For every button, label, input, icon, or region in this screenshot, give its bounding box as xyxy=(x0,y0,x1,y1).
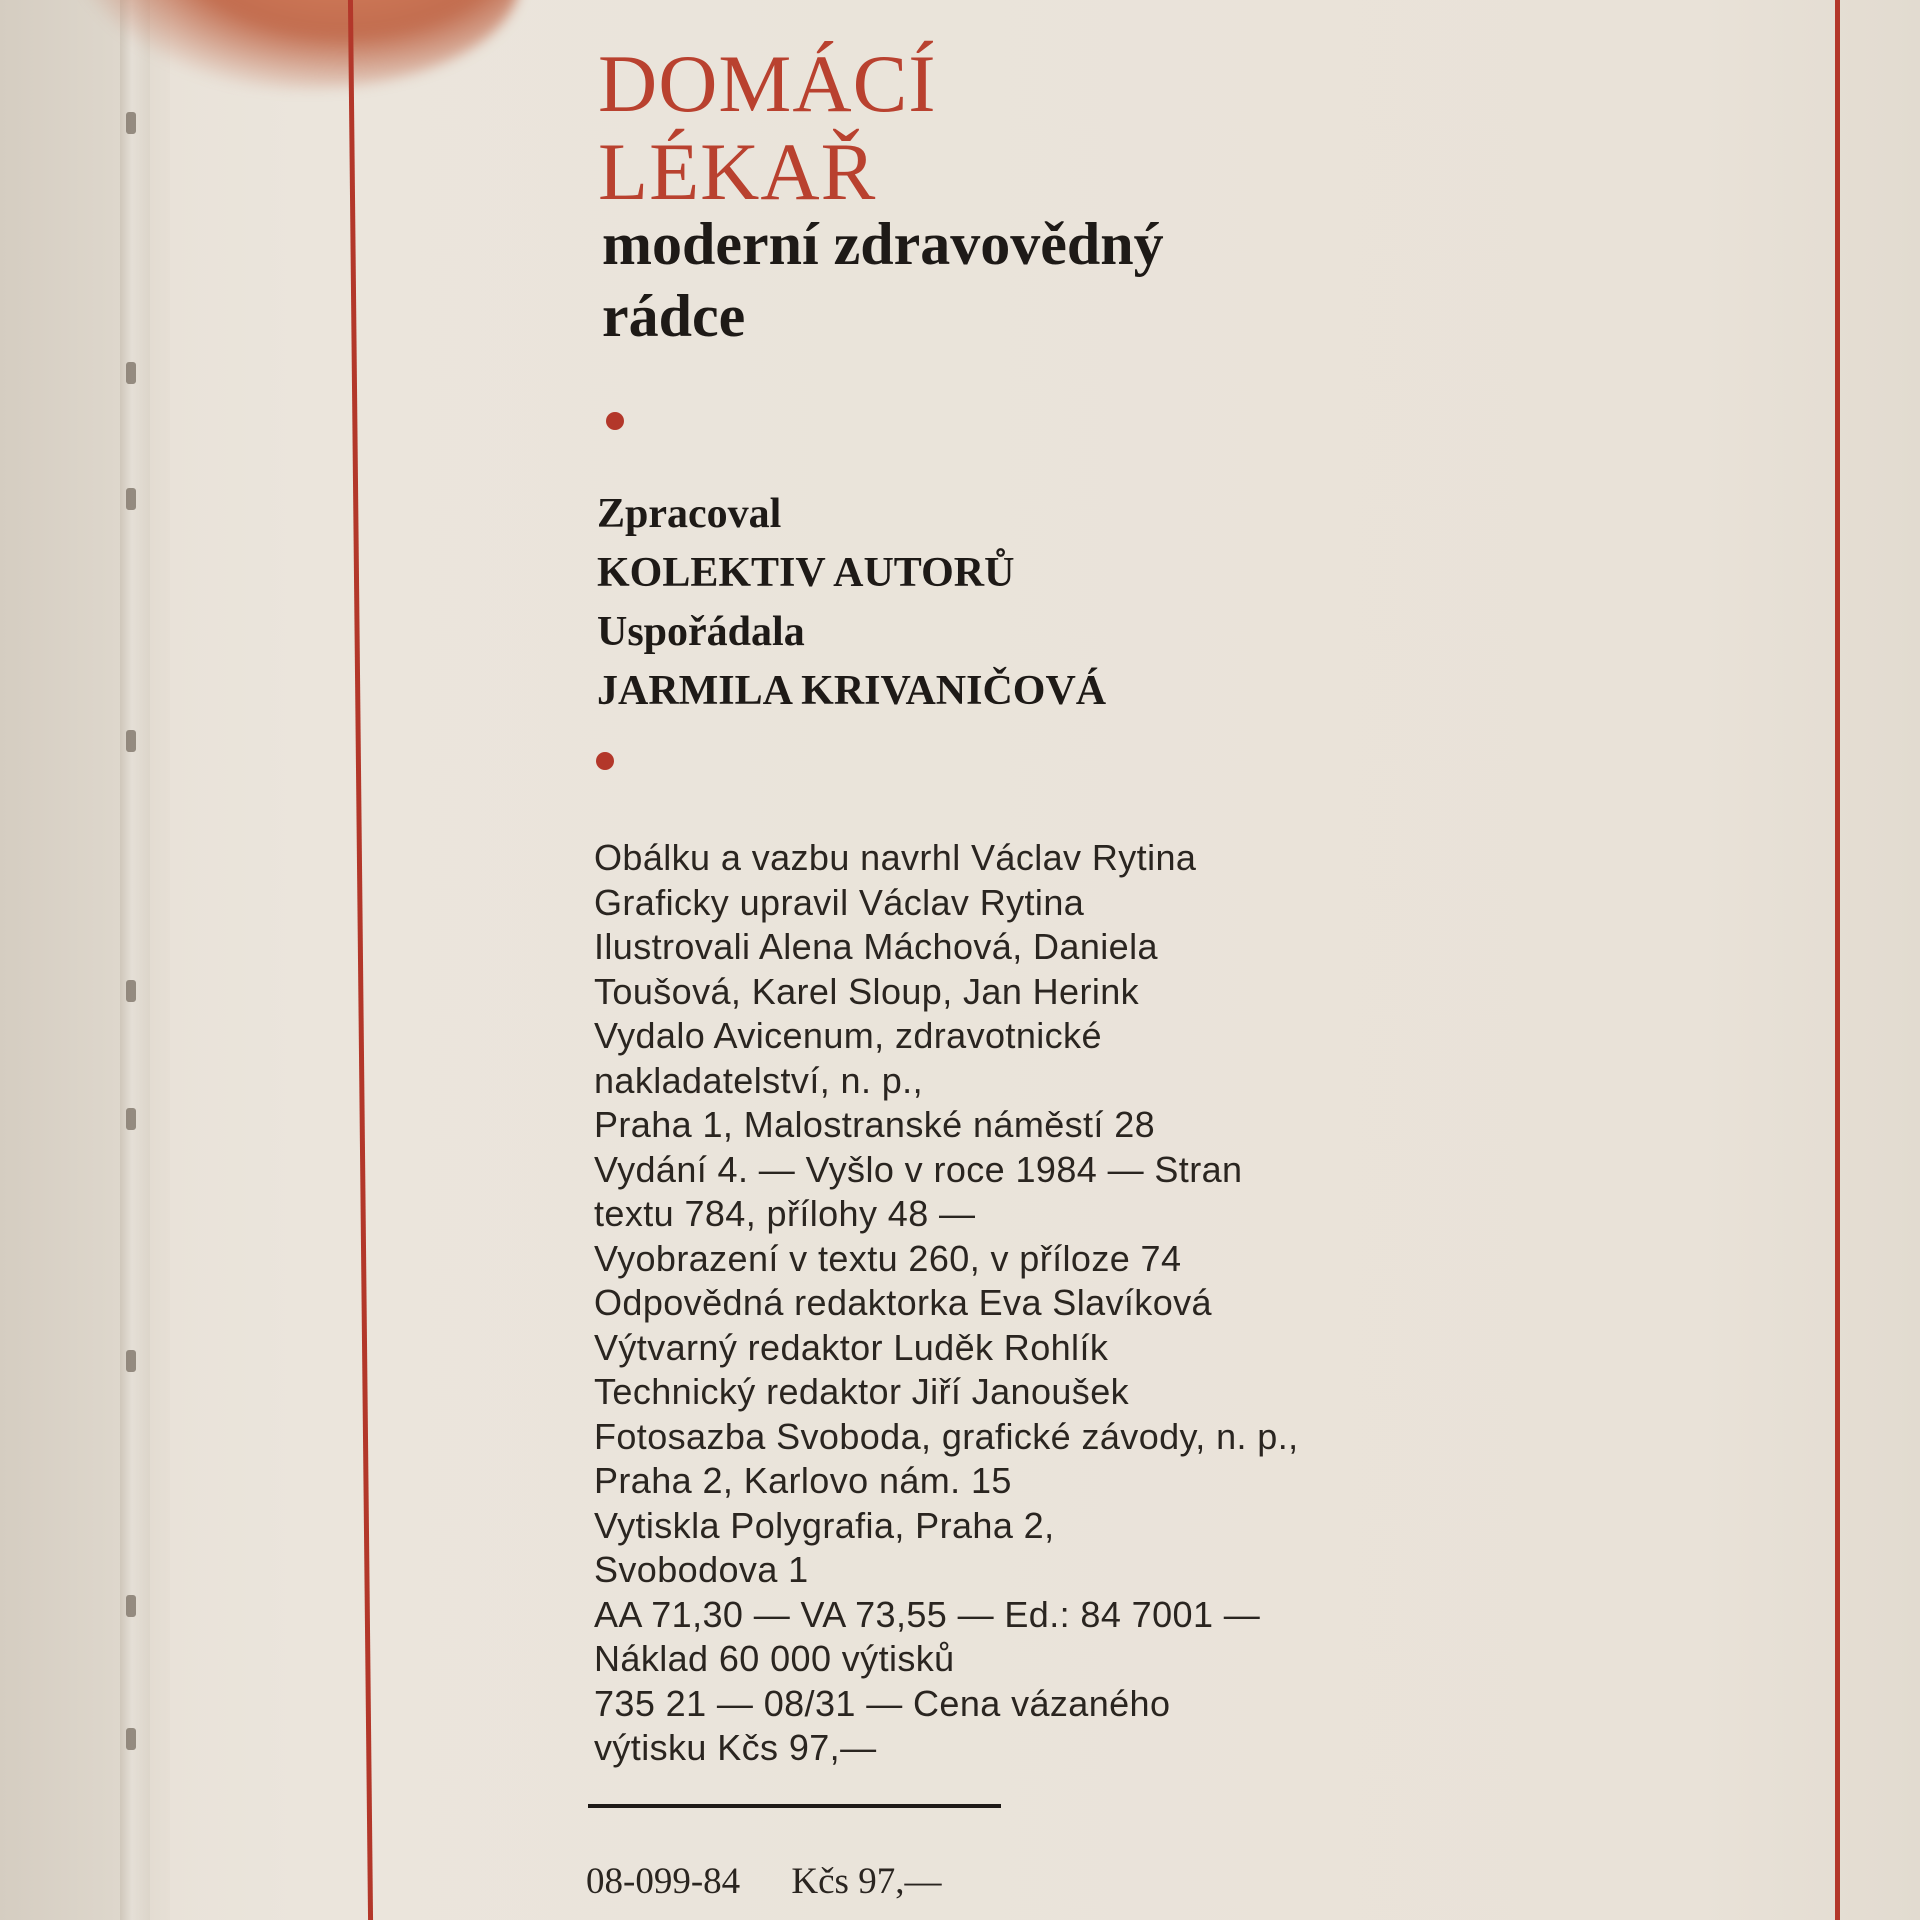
colophon-line: Praha 1, Malostranské náměstí 28 xyxy=(594,1104,1156,1145)
binding-stitch xyxy=(126,112,136,134)
binding-stitch xyxy=(126,730,136,752)
colophon-line: Graficky upravil Václav Rytina xyxy=(594,881,1085,923)
right-red-rule xyxy=(1835,0,1840,1920)
colophon-line: 735 21 — 08/31 — Cena vázaného xyxy=(594,1682,1171,1724)
colophon-line: Toušová, Karel Sloup, Jan Herink xyxy=(594,970,1140,1012)
colophon-line: Vydalo Avicenum, zdravotnické xyxy=(594,1015,1102,1056)
colophon-line: Technický redaktor Jiří Janoušek xyxy=(594,1371,1130,1412)
book-title xyxy=(598,40,937,216)
book-title-line: DOMÁCÍ xyxy=(598,38,937,129)
book-subtitle-line: rádce xyxy=(602,283,746,349)
colophon-line: Praha 2, Karlovo nám. 15 xyxy=(594,1460,1012,1501)
colophon-line: Výtvarný redaktor Luděk Rohlík xyxy=(594,1326,1109,1368)
colophon-line: AA 71,30 — VA 73,55 — Ed.: 84 7001 — xyxy=(594,1593,1261,1635)
colophon-line: Vyobrazení v textu 260, v příloze 74 xyxy=(594,1237,1182,1279)
catalog-code: 08-099-84 xyxy=(586,1861,741,1902)
colophon-line: textu 784, přílohy 48 — xyxy=(594,1193,976,1234)
binding-stitch xyxy=(126,1595,136,1617)
binding-stitch xyxy=(126,1728,136,1750)
binding-stitch xyxy=(126,362,136,384)
spine-edge xyxy=(120,0,150,1920)
colophon-line: Fotosazba Svoboda, grafické závody, n. p., xyxy=(594,1415,1299,1457)
left-red-rule xyxy=(348,0,373,1920)
credits-line: Uspořádala xyxy=(597,609,805,655)
book-title-line: LÉKAŘ xyxy=(598,126,877,217)
footer xyxy=(586,1862,941,1902)
credits-line: KOLEKTIV AUTORŮ xyxy=(597,550,1015,596)
colophon-line: Náklad 60 000 výtisků xyxy=(594,1638,955,1679)
colophon-block xyxy=(594,836,1299,1771)
book-subtitle xyxy=(602,208,1164,352)
colophon-line: nakladatelství, n. p., xyxy=(594,1059,923,1101)
red-bullet xyxy=(606,412,624,430)
binding-stitch xyxy=(126,488,136,510)
price: Kčs 97,— xyxy=(791,1861,942,1902)
divider-line xyxy=(588,1804,1001,1808)
colophon-line: Vydání 4. — Vyšlo v roce 1984 — Stran xyxy=(594,1148,1243,1190)
binding-stitch xyxy=(126,1108,136,1130)
binding-stitch xyxy=(126,980,136,1002)
colophon-line: výtisku Kčs 97,— xyxy=(594,1727,877,1768)
binding-stitch xyxy=(126,1350,136,1372)
colophon-line: Obálku a vazbu navrhl Václav Rytina xyxy=(594,837,1197,878)
colophon-line: Odpovědná redaktorka Eva Slavíková xyxy=(594,1282,1212,1323)
credits-block xyxy=(597,485,1106,721)
book-subtitle-line: moderní zdravovědný xyxy=(602,211,1164,277)
red-bullet xyxy=(596,752,614,770)
colophon-line: Ilustrovali Alena Máchová, Daniela xyxy=(594,926,1158,967)
credits-line: JARMILA KRIVANIČOVÁ xyxy=(597,668,1107,714)
colophon-line: Svobodova 1 xyxy=(594,1549,809,1590)
credits-line: Zpracoval xyxy=(597,491,782,537)
colophon-line: Vytiskla Polygrafia, Praha 2, xyxy=(594,1504,1055,1546)
